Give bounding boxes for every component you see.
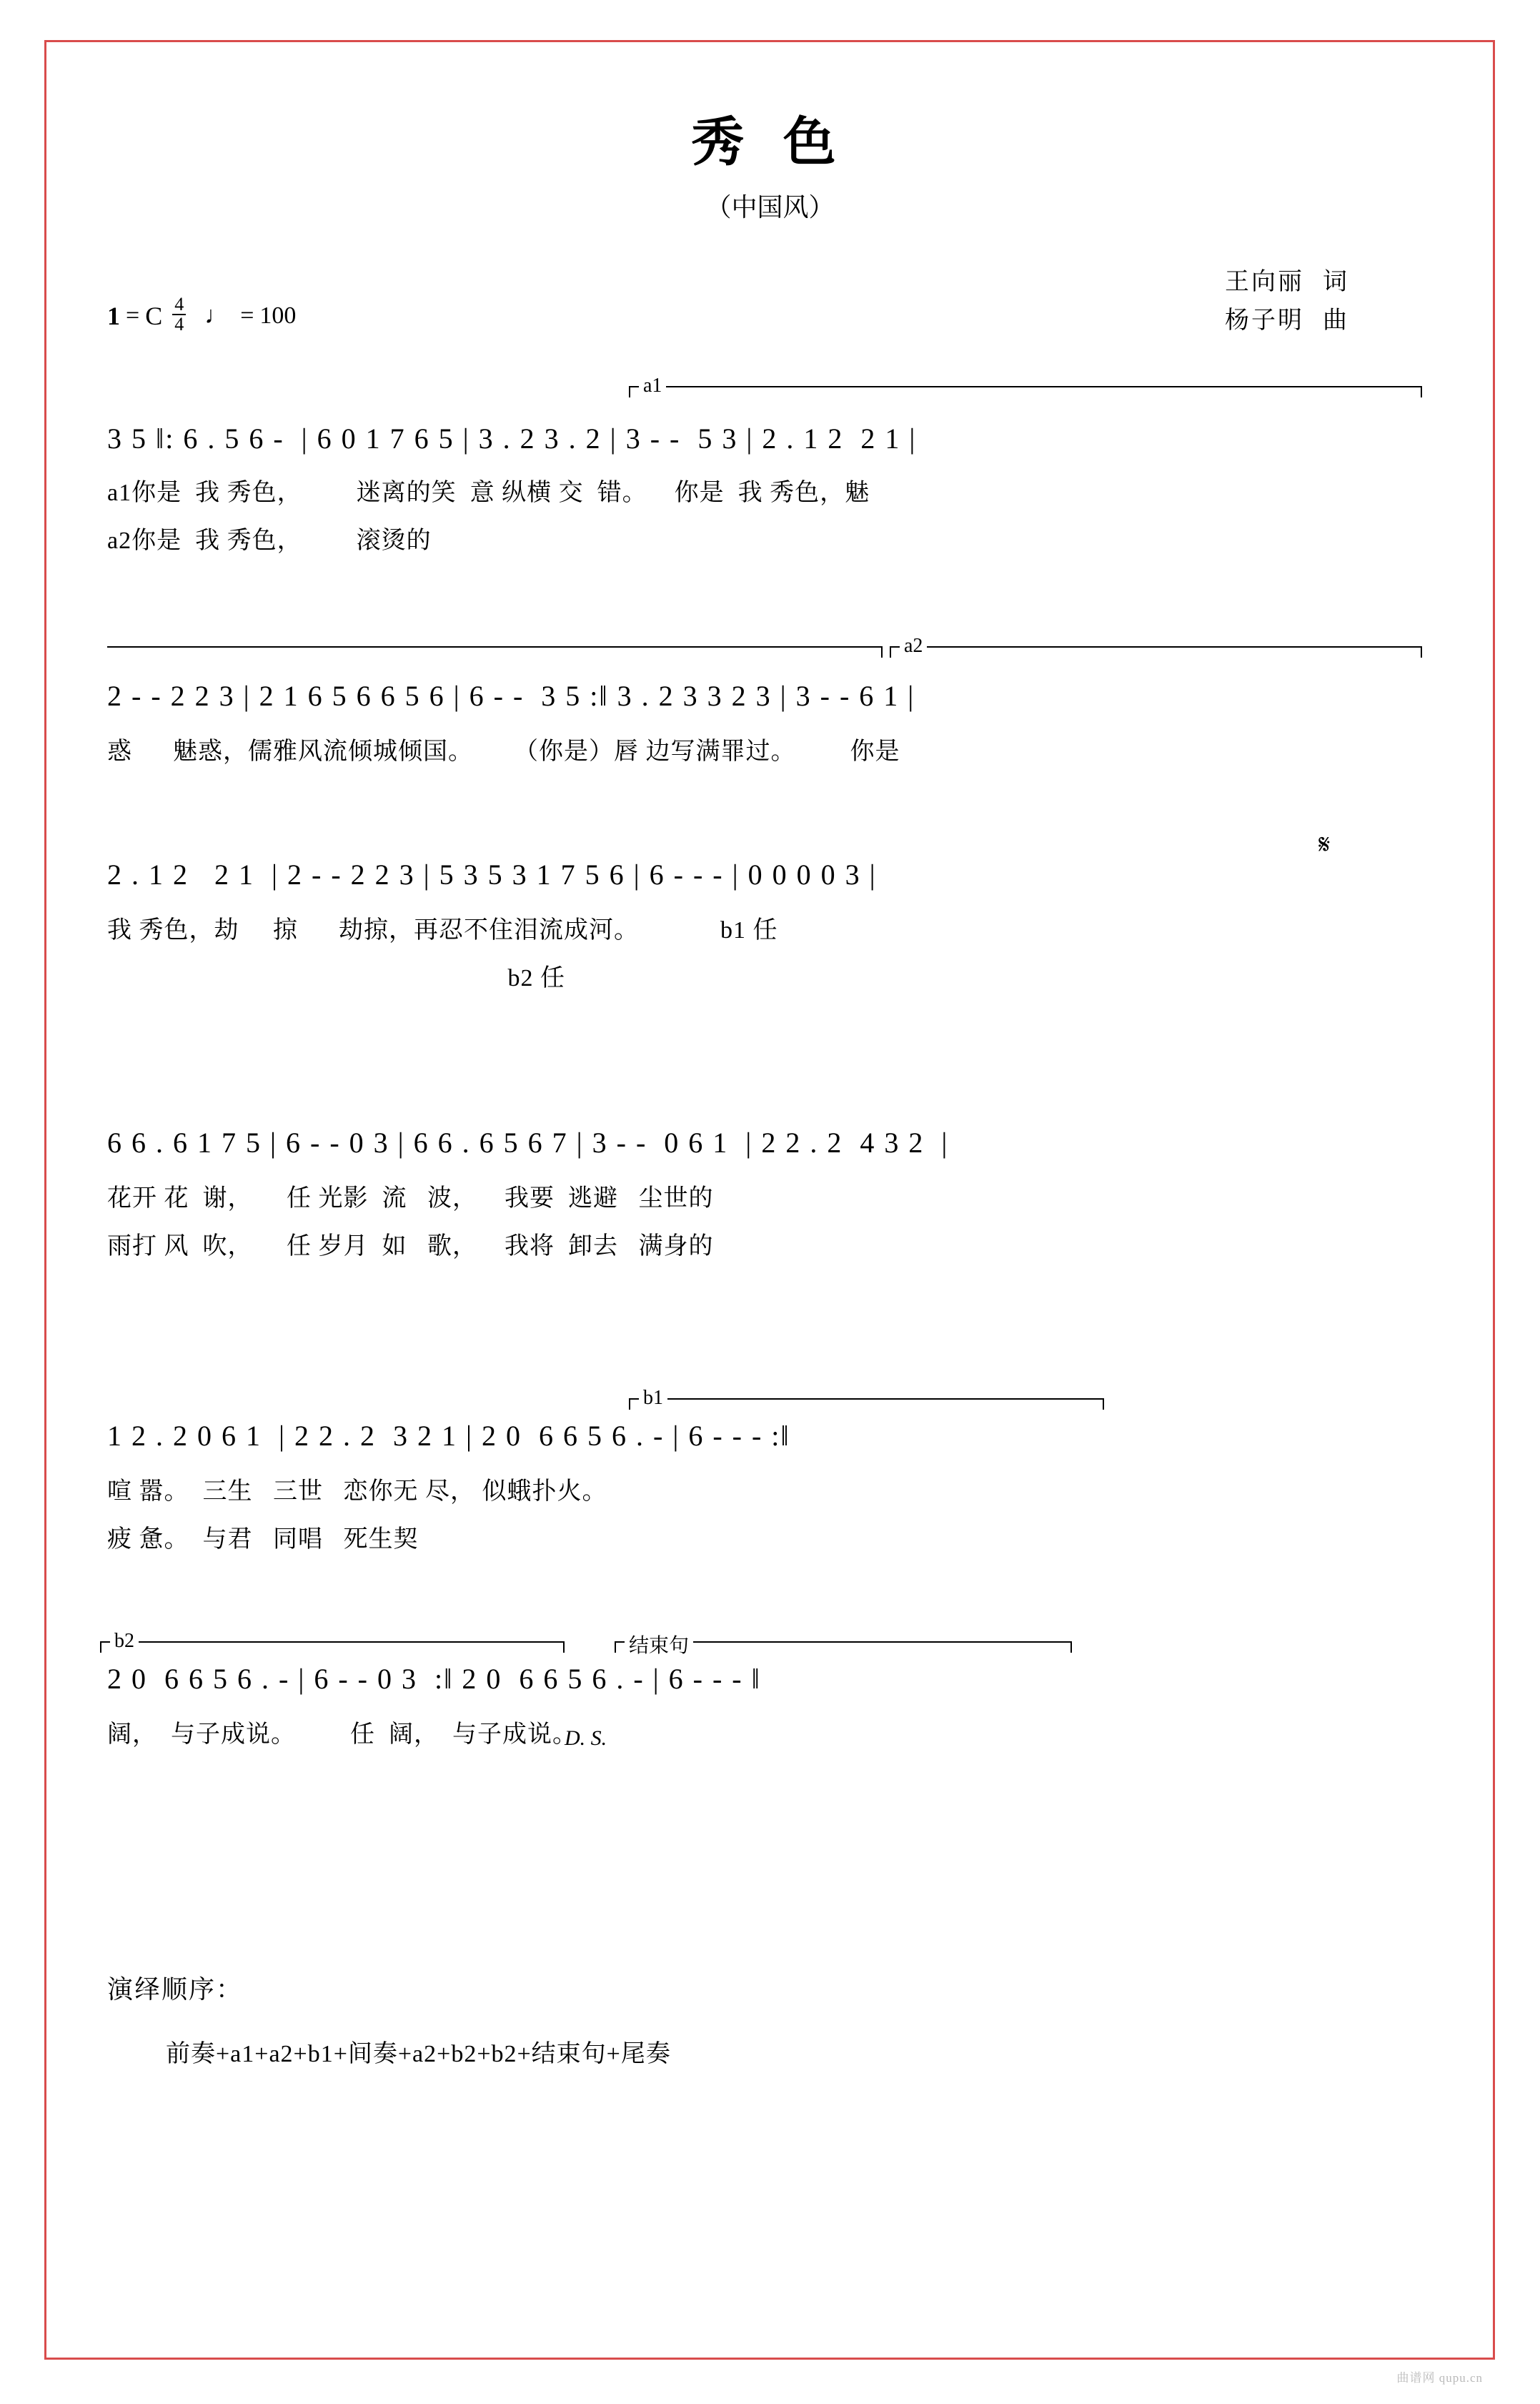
notes-line-6: 2 0 6 6 5 6 . - | 6 - - 0 3 :‖ 2 0 6 6 5 6 . - | 6 - - - ‖ xyxy=(107,1663,761,1695)
credits xyxy=(1225,263,1347,340)
section-bracket-a2-label: a2 xyxy=(900,635,927,658)
section-bracket-a1-cont xyxy=(107,635,883,663)
watermark: 曲谱网 qupu.cn xyxy=(1396,2371,1483,2385)
key-prefix: 1 xyxy=(107,302,120,330)
section-bracket-a2 xyxy=(890,635,1422,663)
bpm-value: 100 xyxy=(259,302,297,329)
lyrics-line-4a: 花开 花 谢， 任 光影 流 波， 我要 逃避 尘世的 xyxy=(107,1185,714,1212)
section-bracket-ending-label: 结束句 xyxy=(625,1630,693,1658)
credit-composer xyxy=(1225,302,1347,340)
notes-line-4: 6 6 . 6 1 7 5 | 6 - - 0 3 | 6 6 . 6 5 6 7 | 3 - - 0 6 1 | 2 2 . 2 4 3 2 | xyxy=(107,1127,949,1159)
section-bracket-a1-label: a1 xyxy=(639,375,666,397)
lyrics-line-1b: a2你是 我 秀色， 滚烫的 xyxy=(107,528,432,554)
key-signature: C xyxy=(145,302,163,330)
notes-line-1: 3 5 ‖: 6 . 5 6 - | 6 0 1 7 6 5 | 3 . 2 3 . 2 | 3 - - 5 3 | 2 . 1 2 2 1 | xyxy=(107,422,917,455)
lyrics-line-5b: 疲 惫。 与君 同唱 死生契 xyxy=(107,1526,419,1553)
notes-line-3: 2 . 1 2 2 1 | 2 - - 2 2 3 | 5 3 5 3 1 7 5 6 | 6 - - - | 0 0 0 0 3 | xyxy=(107,859,877,891)
lyricist-name: 王向丽 xyxy=(1225,269,1304,295)
lyrics-line-5a: 喧 嚣。 三生 三世 恋你无 尽， 似蛾扑火。 xyxy=(107,1478,607,1505)
lyrics-line-1a: a1你是 我 秀色， 迷离的笑 意 纵横 交 错。 你是 我 秀色，魅 xyxy=(107,480,870,506)
time-signature xyxy=(172,295,186,334)
tempo-marking xyxy=(107,294,297,335)
performance-order-title: 演绎顺序： xyxy=(107,1975,244,2004)
section-bracket-b2-label: b2 xyxy=(110,1630,139,1653)
notes-line-5: 1 2 . 2 0 6 1 | 2 2 . 2 3 2 1 | 2 0 6 6 5 6 . - | 6 - - - :‖ xyxy=(107,1420,790,1452)
composer-name: 杨子明 xyxy=(1225,307,1304,334)
section-bracket-b1 xyxy=(629,1387,1104,1415)
music-system-3 xyxy=(0,858,1540,993)
lyrics-line-3a: 我 秀色，劫 掠 劫掠，再忍不住泪流成河。 b1 任 xyxy=(107,917,778,944)
music-system-4 xyxy=(0,1126,1540,1261)
ds-marking: D. S. xyxy=(565,1726,607,1750)
lyrics-line-3b: b2 任 xyxy=(107,965,565,991)
music-system-2 xyxy=(0,679,1540,766)
lyricist-role: 词 xyxy=(1323,269,1347,295)
section-bracket-a1 xyxy=(629,375,1422,403)
section-bracket-b2 xyxy=(100,1630,565,1658)
lyrics-line-6a: 阔， 与子成说。 任 阔， 与子成说。 xyxy=(107,1721,577,1748)
music-system-6 xyxy=(0,1662,1540,1749)
music-system-1 xyxy=(0,422,1540,555)
bpm-equals: = xyxy=(240,302,254,329)
composer-role: 曲 xyxy=(1323,307,1347,334)
time-signature-numerator: 4 xyxy=(172,295,186,315)
page-title: 秀 色 xyxy=(691,114,849,172)
page-subtitle: （中国风） xyxy=(705,193,835,222)
quarter-note-icon: ♩ xyxy=(204,302,229,329)
lyrics-line-4b: 雨打 风 吹， 任 岁月 如 歌， 我将 卸去 满身的 xyxy=(107,1233,714,1260)
time-signature-denominator: 4 xyxy=(174,314,184,335)
credit-lyricist xyxy=(1225,263,1347,302)
music-system-5 xyxy=(0,1419,1540,1554)
lyrics-line-2a: 惑 魅惑，儒雅风流倾城倾国。 （你是）唇 边写满罪过。 你是 xyxy=(107,738,900,765)
segno-icon: 𝄋 xyxy=(1318,830,1331,860)
section-bracket-ending xyxy=(615,1630,1072,1658)
notes-line-2: 2 - - 2 2 3 | 2 1 6 5 6 6 5 6 | 6 - - 3 5 :‖ 3 . 2 3 3 2 3 | 3 - - 6 1 | xyxy=(107,680,915,712)
section-bracket-b1-label: b1 xyxy=(639,1387,667,1410)
performance-order-body: 前奏+a1+a2+b1+间奏+a2+b2+b2+结束句+尾奏 xyxy=(166,2041,671,2067)
key-equals: = xyxy=(126,302,140,329)
